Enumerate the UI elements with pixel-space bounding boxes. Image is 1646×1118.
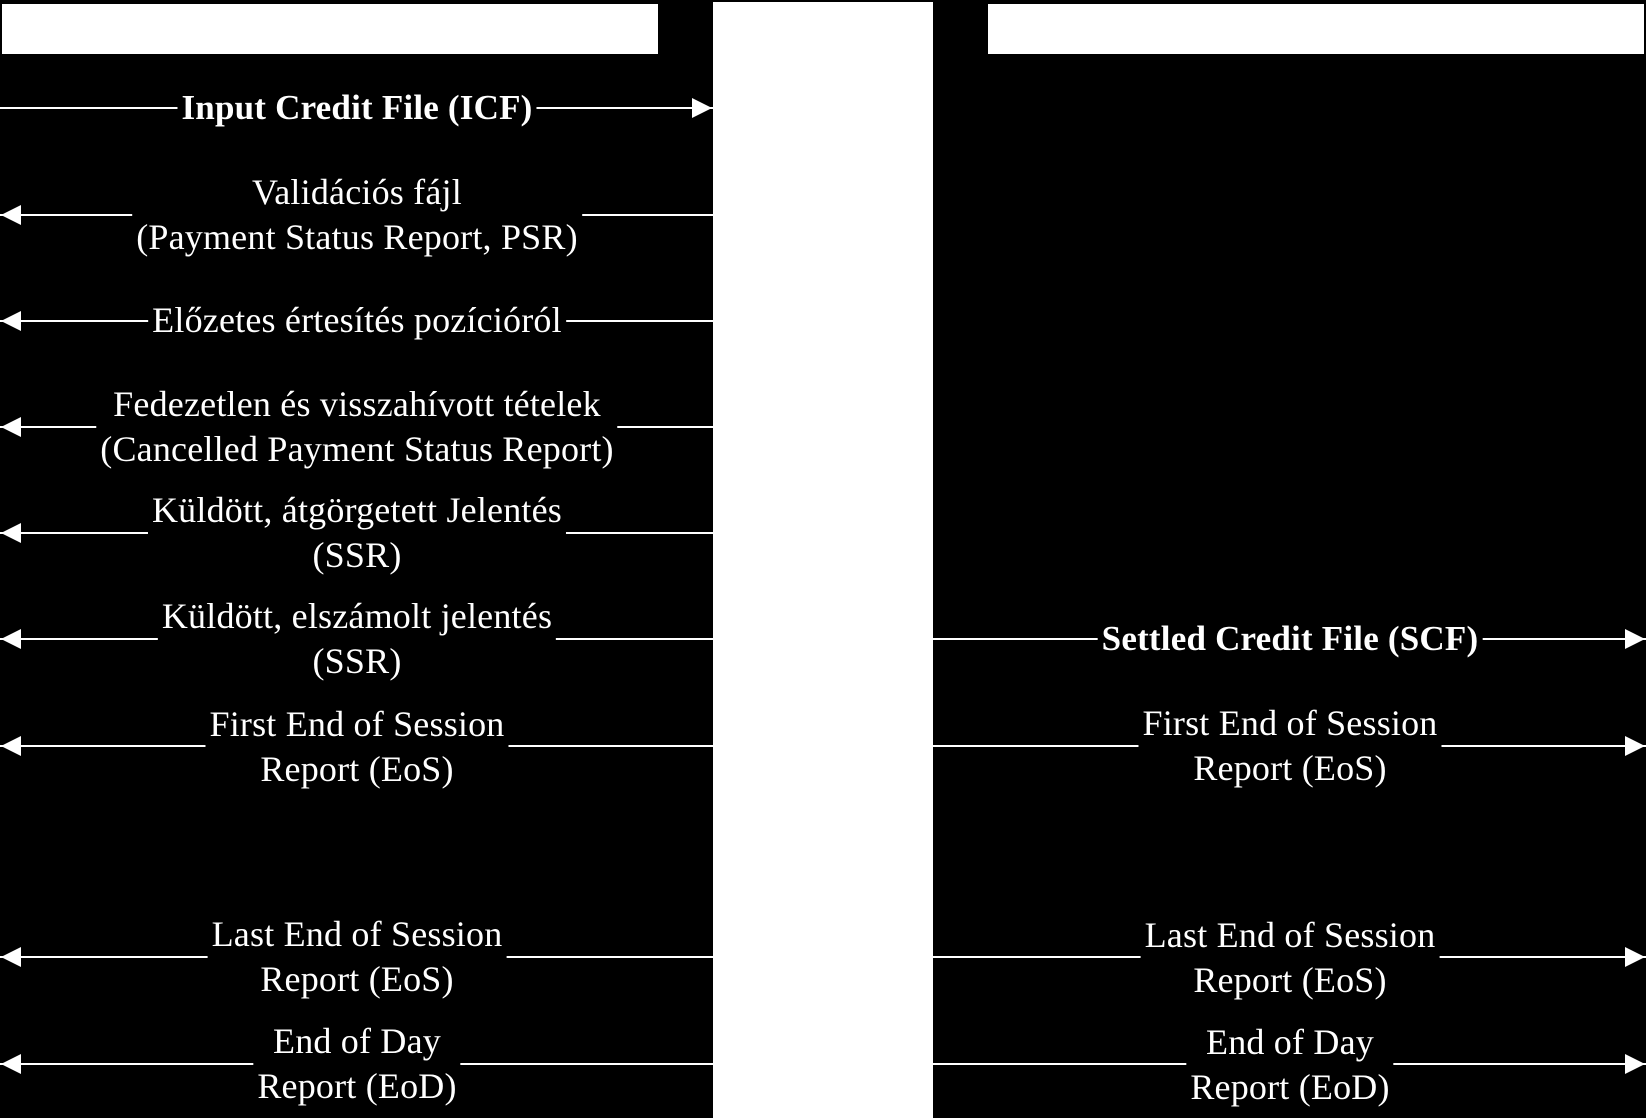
message-label-line: Report (EoS) [260, 959, 454, 999]
arrowhead-left-pos [1, 311, 21, 331]
message-label-line: Settled Credit File (SCF) [1101, 619, 1479, 658]
message-label-leos-r [1141, 913, 1440, 1003]
message-label-line: Report (EoD) [257, 1066, 457, 1106]
message-label-line: Küldött, elszámolt jelentés [161, 596, 553, 636]
message-label-ssr2 [158, 594, 556, 684]
message-label-line: (Cancelled Payment Status Report) [100, 429, 614, 469]
message-label-line: Report (EoS) [260, 749, 454, 789]
message-label-feos-r [1138, 701, 1441, 791]
message-label-cpsr [96, 382, 617, 472]
arrowhead-left-psr [1, 205, 21, 225]
message-label-line: (SSR) [312, 641, 402, 681]
message-label-eod-r [1186, 1020, 1393, 1110]
arrowhead-left-feos-l [1, 736, 21, 756]
message-label-scf [1098, 616, 1483, 661]
message-label-line: End of Day [1206, 1022, 1374, 1062]
arrowhead-left-ssr2 [1, 629, 21, 649]
message-label-line: Fedezetlen és visszahívott tételek [113, 384, 601, 424]
message-label-psr [132, 170, 582, 260]
message-label-ssr1 [148, 488, 566, 578]
message-label-feos-l [205, 702, 508, 792]
message-label-leos-l [208, 912, 507, 1002]
message-label-line: First End of Session [209, 704, 505, 744]
arrowhead-right-eod-r [1625, 1054, 1645, 1074]
message-label-line: Validációs fájl [252, 172, 462, 212]
message-label-line: Input Credit File (ICF) [181, 88, 533, 127]
message-label-eod-l [253, 1019, 460, 1109]
message-label-line: End of Day [273, 1021, 441, 1061]
message-label-line: Report (EoS) [1193, 748, 1387, 788]
message-label-line: (SSR) [312, 535, 402, 575]
message-label-line: Report (EoS) [1193, 960, 1387, 1000]
message-label-line: Report (EoD) [1190, 1067, 1390, 1107]
arrowhead-right-icf [692, 98, 712, 118]
message-label-pos [148, 298, 566, 343]
message-label-line: Előzetes értesítés pozícióról [152, 300, 562, 340]
arrowhead-left-cpsr [1, 417, 21, 437]
message-label-line: Last End of Session [211, 914, 503, 954]
message-label-line: Küldött, átgörgetett Jelentés [151, 490, 563, 530]
arrowhead-left-ssr1 [1, 523, 21, 543]
arrowhead-right-leos-r [1625, 947, 1645, 967]
message-label-line: Last End of Session [1144, 915, 1436, 955]
message-label-icf [177, 85, 536, 130]
arrowhead-left-eod-l [1, 1054, 21, 1074]
arrowhead-left-leos-l [1, 947, 21, 967]
arrowhead-right-scf [1625, 629, 1645, 649]
arrowhead-right-feos-r [1625, 736, 1645, 756]
message-label-line: (Payment Status Report, PSR) [136, 217, 578, 257]
message-label-line: First End of Session [1142, 703, 1438, 743]
